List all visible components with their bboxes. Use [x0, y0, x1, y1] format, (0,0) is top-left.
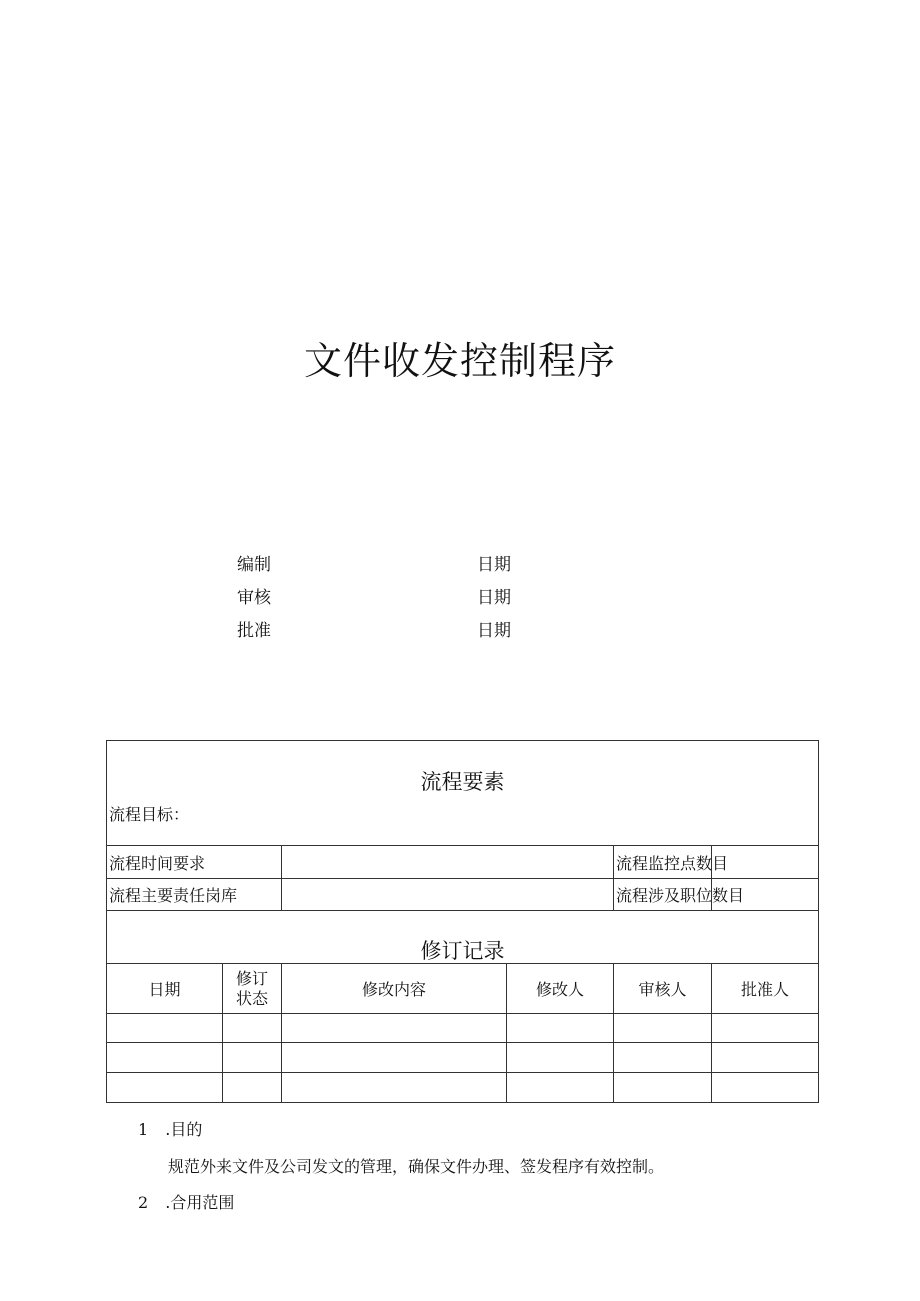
- document-title: 文件收发控制程序: [303, 339, 616, 383]
- flow-elements-header-row: [107, 741, 819, 846]
- col-date: 日期: [107, 964, 223, 1014]
- revision-cell: [507, 1043, 614, 1073]
- revision-row: [107, 1014, 819, 1043]
- revision-columns-row: [107, 964, 819, 1014]
- section-1-number: 1: [138, 1120, 149, 1139]
- revision-cell: [107, 1043, 223, 1073]
- section-1-title: .目的: [165, 1120, 203, 1139]
- revision-cell: [107, 1014, 223, 1043]
- flow-time-value: [282, 846, 614, 879]
- col-reviewer: 审核人: [614, 964, 712, 1014]
- revision-cell: [282, 1043, 507, 1073]
- revision-cell: [282, 1014, 507, 1043]
- revision-cell: [712, 1073, 819, 1103]
- flow-owner-value: [282, 879, 614, 911]
- flow-monitor-label: 流程监控点数目: [614, 846, 712, 879]
- col-approver: 批准人: [712, 964, 819, 1014]
- signoff-row-compile: [0, 550, 920, 578]
- revision-cell: [614, 1073, 712, 1103]
- signoff-row-approve: [0, 616, 920, 644]
- revision-cell: [712, 1014, 819, 1043]
- flow-goal-label: 流程目标：: [109, 805, 190, 824]
- revision-heading: 修订记录: [420, 939, 505, 963]
- col-content: 修改内容: [282, 964, 507, 1014]
- col-status-line1: 修订: [235, 968, 268, 988]
- revision-heading-cell: [107, 911, 819, 964]
- revision-cell: [712, 1043, 819, 1073]
- revision-row: [107, 1073, 819, 1103]
- col-status-line2: 状态: [235, 988, 268, 1008]
- signoff-date-label-approve: 日期: [477, 621, 511, 641]
- revision-cell: [223, 1043, 282, 1073]
- revision-row: [107, 1043, 819, 1073]
- section-2-heading: [138, 1190, 234, 1213]
- revision-cell: [507, 1014, 614, 1043]
- col-status: [223, 964, 282, 1014]
- flow-elements-heading: 流程要素: [420, 770, 505, 794]
- flow-row-time: [107, 846, 819, 879]
- flow-owner-label: 流程主要责任岗库: [107, 879, 282, 911]
- flow-row-owner: [107, 879, 819, 911]
- flow-time-label: 流程时间要求: [107, 846, 282, 879]
- revision-cell: [282, 1073, 507, 1103]
- flow-elements-cell: [107, 741, 819, 846]
- section-2-title: .合用范围: [165, 1193, 235, 1212]
- process-table: [106, 740, 819, 1103]
- revision-cell: [507, 1073, 614, 1103]
- section-1-body: 规范外来文件及公司发文的管理，确保文件办理、签发程序有效控制。: [168, 1157, 665, 1176]
- section-1-heading: [138, 1117, 202, 1140]
- signoff-label-compile: 编制: [237, 555, 271, 575]
- revision-cell: [614, 1043, 712, 1073]
- revision-cell: [614, 1014, 712, 1043]
- col-modifier: 修改人: [507, 964, 614, 1014]
- revision-header-row: [107, 911, 819, 964]
- revision-cell: [223, 1073, 282, 1103]
- signoff-row-review: [0, 583, 920, 611]
- signoff-date-label-review: 日期: [477, 588, 511, 608]
- revision-cell: [223, 1014, 282, 1043]
- section-2-number: 2: [138, 1193, 149, 1212]
- signoff-date-label-compile: 日期: [477, 555, 511, 575]
- revision-cell: [107, 1073, 223, 1103]
- flow-positions-label: 流程涉及职位数目: [614, 879, 712, 911]
- signoff-label-approve: 批准: [237, 621, 271, 641]
- signoff-label-review: 审核: [237, 588, 271, 608]
